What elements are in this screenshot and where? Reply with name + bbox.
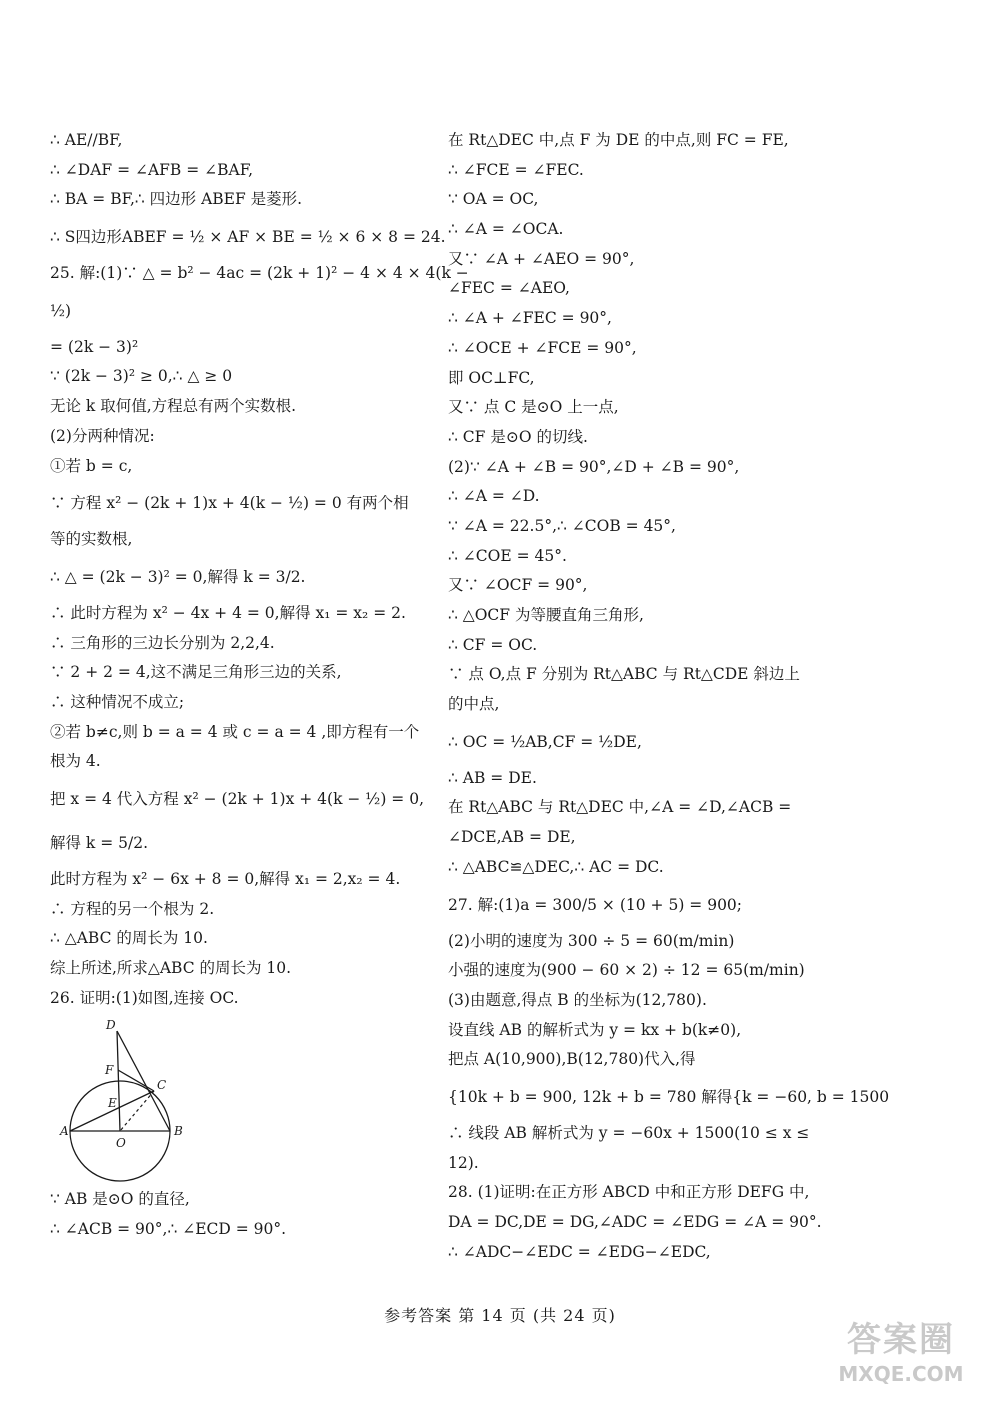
text-line: ∴ △ABC 的周长为 10. <box>50 929 208 948</box>
text-line: 又∵ ∠OCF = 90°, <box>448 576 588 595</box>
text-line: ∴ ∠ADC−∠EDC = ∠EDG−∠EDC, <box>448 1242 711 1261</box>
right-column <box>448 126 890 1267</box>
circle-diagram <box>56 1013 206 1185</box>
left-column <box>50 126 469 1245</box>
text-line: ∴ BA = BF,∴ 四边形 ABEF 是菱形. <box>50 190 303 209</box>
text-line: ∴ CF 是⊙O 的切线. <box>448 427 588 446</box>
text-line: 设直线 AB 的解析式为 y = kx + b(k≠0), <box>448 1020 742 1039</box>
text-line: (2)∵ ∠A + ∠B = 90°,∠D + ∠B = 90°, <box>448 457 740 476</box>
text-line: ∵ ∠A = 22.5°,∴ ∠COB = 45°, <box>448 516 676 535</box>
label-a: A <box>60 1124 69 1139</box>
text-line: 在 Rt△ABC 与 Rt△DEC 中,∠A = ∠D,∠ACB = <box>448 798 792 817</box>
label-f: F <box>105 1063 114 1078</box>
text-line: ∴ ∠COE = 45°. <box>448 546 567 565</box>
text-line: ∴ △ = (2k − 3)² = 0,解得 k = 3/2. <box>50 567 306 586</box>
text-line: ∵ 点 O,点 F 分别为 Rt△ABC 与 Rt△CDE 斜边上 <box>448 665 800 684</box>
text-line: ∴ 这种情况不成立; <box>50 692 185 711</box>
watermark-logo <box>826 1318 976 1386</box>
label-b: B <box>174 1124 183 1139</box>
text-line: ∵ AB 是⊙O 的直径, <box>50 1190 190 1209</box>
text-line: (2)分两种情况: <box>50 426 155 445</box>
text-line: 无论 k 取何值,方程总有两个实数根. <box>50 397 297 416</box>
text-line: ②若 b≠c,则 b = a = 4 或 c = a = 4 ,即方程有一个 <box>50 722 420 741</box>
text-line: ½) <box>50 301 72 320</box>
text-line: ∴ 此时方程为 x² − 4x + 4 = 0,解得 x₁ = x₂ = 2. <box>50 603 406 622</box>
text-line: ∵ 2 + 2 = 4,这不满足三角形三边的关系, <box>50 663 342 682</box>
label-c: C <box>157 1078 167 1093</box>
text-line: 又∵ ∠A + ∠AEO = 90°, <box>448 249 635 268</box>
equation-system: {10k + b = 900, 12k + b = 780 解得{k = −60, b = 1500 <box>448 1087 890 1106</box>
text-line: 在 Rt△DEC 中,点 F 为 DE 的中点,则 FC = FE, <box>448 131 789 149</box>
label-d: D <box>106 1018 116 1033</box>
label-o: O <box>116 1136 126 1151</box>
text-line: ①若 b = c, <box>50 456 133 475</box>
text-line: ∠FEC = ∠AEO, <box>448 279 570 298</box>
text-line: (3)由题意,得点 B 的坐标为(12,780). <box>448 990 707 1009</box>
text-line: 此时方程为 x² − 6x + 8 = 0,解得 x₁ = 2,x₂ = 4. <box>50 870 401 888</box>
text-line: (2)小明的速度为 300 ÷ 5 = 60(m/min) <box>448 931 735 950</box>
text-line: ∴ ∠OCE + ∠FCE = 90°, <box>448 338 637 357</box>
text-line: ∴ ∠A + ∠FEC = 90°, <box>448 309 612 328</box>
watermark-text: 答案圈 <box>847 1320 955 1360</box>
text-line: 把 x = 4 代入方程 x² − (2k + 1)x + 4(k − ½) = 0, <box>50 790 424 808</box>
text-line: = (2k − 3)² <box>50 337 139 356</box>
text-line: 综上所述,所求△ABC 的周长为 10. <box>50 959 292 978</box>
text-line: ∴ OC = ½AB,CF = ½DE, <box>448 732 642 751</box>
text-line: ∴ ∠A = ∠D. <box>448 487 540 506</box>
text-line: ∴ AE//BF, <box>50 131 123 149</box>
text-line: ∴ 三角形的三边长分别为 2,2,4. <box>50 633 275 652</box>
text-line: ∴ AB = DE. <box>448 768 537 787</box>
text-line: 解得 k = 5/2. <box>50 834 149 852</box>
problem-26-start: 26. 证明:(1)如图,连接 OC. <box>50 988 239 1007</box>
page-footer: 参考答案 第 14 页 (共 24 页) <box>384 1306 616 1325</box>
label-e: E <box>108 1096 117 1111</box>
text-line: DA = DC,DE = DG,∠ADC = ∠EDG = ∠A = 90°. <box>448 1213 822 1231</box>
problem-27-start: 27. 解:(1)a = 300/5 × (10 + 5) = 900; <box>448 895 743 914</box>
text-line: ∴ △ABC≌△DEC,∴ AC = DC. <box>448 857 664 876</box>
text-line: ∵ OA = OC, <box>448 190 539 209</box>
text-line: 即 OC⊥FC, <box>448 368 535 387</box>
text-line: ∴ 线段 AB 解析式为 y = −60x + 1500(10 ≤ x ≤ <box>448 1123 810 1142</box>
text-line: ∴ ∠A = ∠OCA. <box>448 220 564 239</box>
text-line: 又∵ 点 C 是⊙O 上一点, <box>448 398 619 417</box>
text-line: 小强的速度为(900 − 60 × 2) ÷ 12 = 65(m/min) <box>448 961 805 980</box>
segment-oc-dashed <box>120 1091 154 1131</box>
text-line: ∴ △OCF 为等腰直角三角形, <box>448 606 644 624</box>
text-line: 12). <box>448 1153 479 1172</box>
text-line: ∴ 方程的另一个根为 2. <box>50 899 215 918</box>
text-line: ∵ (2k − 3)² ≥ 0,∴ △ ≥ 0 <box>50 367 233 386</box>
text-line: ∴ S四边形ABEF = ½ × AF × BE = ½ × 6 × 8 = 24. <box>50 228 446 247</box>
problem-28-start: 28. (1)证明:在正方形 ABCD 中和正方形 DEFG 中, <box>448 1183 810 1202</box>
text-line: 等的实数根, <box>50 530 133 549</box>
text-line: 的中点, <box>448 695 500 714</box>
problem-25-start: 25. 解:(1)∵ △ = b² − 4ac = (2k + 1)² − 4 × 4 × 4(k − <box>50 264 469 283</box>
text-line: ∠DCE,AB = DE, <box>448 828 576 847</box>
text-line: ∴ ∠FCE = ∠FEC. <box>448 160 584 179</box>
text-line: 根为 4. <box>50 752 101 771</box>
watermark-url: MXQE.COM <box>838 1362 964 1386</box>
text-line: ∴ ∠DAF = ∠AFB = ∠BAF, <box>50 160 253 179</box>
text-line: ∴ CF = OC. <box>448 635 538 654</box>
text-line: ∵ 方程 x² − (2k + 1)x + 4(k − ½) = 0 有两个相 <box>50 494 409 513</box>
text-line: ∴ ∠ACB = 90°,∴ ∠ECD = 90°. <box>50 1220 287 1239</box>
text-line: 把点 A(10,900),B(12,780)代入,得 <box>448 1050 696 1069</box>
geometry-figure <box>50 1013 422 1185</box>
